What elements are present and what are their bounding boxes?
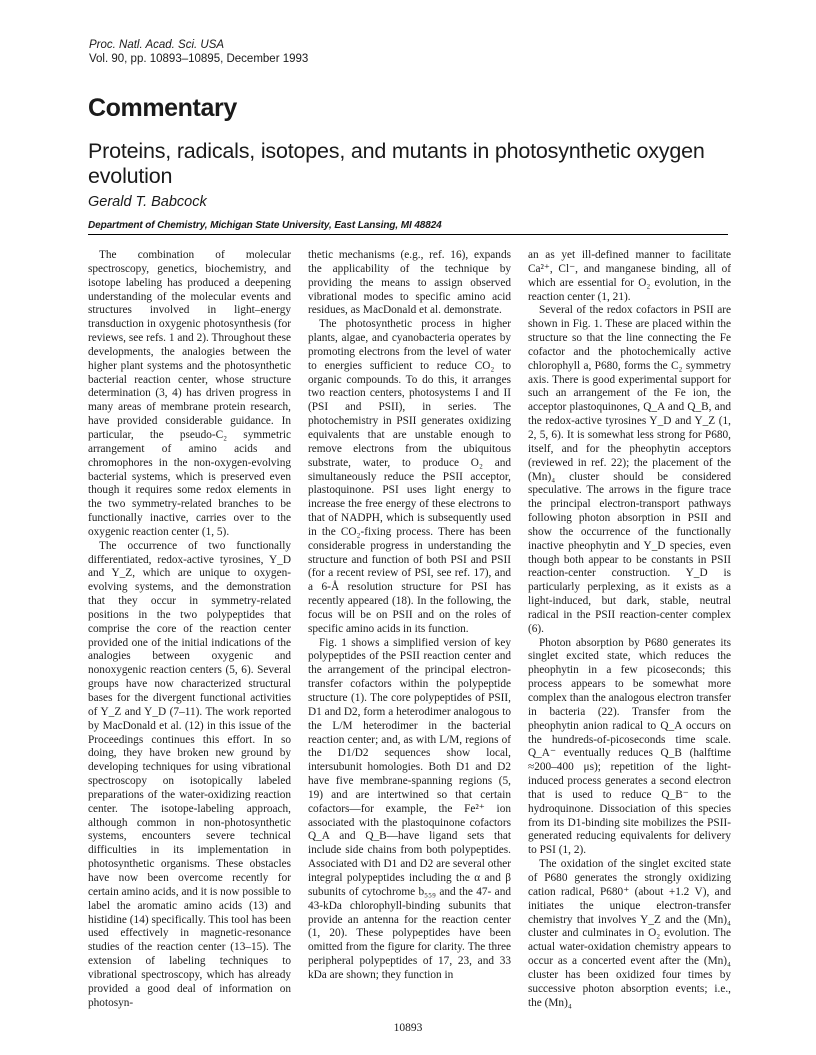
paragraph: The photosynthetic process in higher plants, algae, and cyanobacteria operates by promoting electrons from the level of water to energies sufficient to reduce CO₂ to organic compounds. To do this, it arranges two reaction centers, photosystems I and II (PSI and PSII), in series. The photochemistry in PSII generates oxidizing equivalents that are unstable enough to remove electrons from the ubiquitous substrate, water, to produce O₂ and simultaneously reduce the PSII acceptor, plastoquinone. PSI uses light energy to increase the free energy of these electrons to that of NADPH, which is subsequently used in the CO₂-fixing process. There has been considerable progress in understanding the structure and function of both PSI and PSII (for a recent review of PSI, see ref. 17), and a 6-Å resolution structure for PSI has recently appeared (18). In the following, the focus will be on PSII and on the roles of specific amino acids in its function. — [308, 318, 511, 635]
text-column-2 — [308, 249, 511, 1014]
volume-line: Vol. 90, pp. 10893–10895, December 1993 — [89, 53, 309, 65]
header-rule — [88, 234, 728, 235]
article-title: Proteins, radicals, isotopes, and mutants in photosynthetic oxygen evolution — [88, 139, 705, 188]
paragraph: Fig. 1 shows a simplified version of key polypeptides of the PSII reaction center and the arrangement of the principal electron-transfer cofactors within the polypeptide structure (1). The core polypeptides of PSII, D1 and D2, form a heterodimer analogous to the L/M heterodimer in the bacterial reaction center; and, as with L/M, regions of the D1/D2 sequences show local, intersubunit homologies. Both D1 and D2 have five membrane-spanning regions (5, 19) and are intertwined so that certain cofactors—for example, the Fe²⁺ ion associated with the plastoquinone cofactors Q_A and Q_B—have ligand sets that include side chains from both polypeptides. Associated with D1 and D2 are several other integral polypeptides including the α and β subunits of cytochrome b₅₅₉ and the 47- and 43-kDa chlorophyll-binding subunits that provide an antenna for the reaction center (1, 20). These polypeptides have been omitted from the figure for clarity. The three peripheral polypeptides of 17, 23, and 33 kDa are shown; they function in — [308, 636, 511, 981]
text-column-1 — [88, 249, 291, 1014]
paragraph: Several of the redox cofactors in PSII are shown in Fig. 1. These are placed within the structure so that the line connecting the Fe cofactor and the photochemically active chlorophyll a, P680, forms the C₂ symmetry axis. There is good experimental support for such an arrangement of the Fe ion, the acceptor plastoquinones, Q_A and Q_B, and the redox-active tyrosines Y_D and Y_Z (1, 2, 5, 6). It is somewhat less strong for P680, itself, and for the pheophytin acceptors (reviewed in ref. 22); the placement of the (Mn)₄ cluster should be considered speculative. The arrows in the figure trace the principal electron-transport pathways following photon absorption in PSII and show the occurrence of the functionally inactive pheophytin and Y_D species, even though both appear to be constants in PSII reaction-center construction. Y_D is particularly perplexing, as it exists as a light-induced, but dark, stable, neutral radical in the PSII reaction-center complex (6). — [528, 304, 731, 635]
paragraph: thetic mechanisms (e.g., ref. 16), expands the applicability of the technique by providing the means to assign observed vibrational modes to specific amino acid residues, as MacDonald et al. demonstrate. — [308, 249, 511, 317]
journal-header — [89, 38, 308, 66]
page-number: 10893 — [393, 1022, 423, 1034]
paragraph: The oxidation of the singlet excited state of P680 generates the strongly oxidizing cation radical, P680⁺ (about +1.2 V), and initiates the unique electron-transfer chemistry that involves Y_Z and the (Mn)₄ cluster and culminates in O₂ evolution. The actual water-oxidation chemistry appears to occur as a concerted event after the (Mn)₄ cluster has been oxidized four times by successive photon absorption events; i.e., the (Mn)₄ — [528, 858, 731, 1009]
text-column-3 — [528, 249, 731, 1014]
author-name: Gerald T. Babcock — [88, 194, 207, 210]
paragraph: The combination of molecular spectroscopy, genetics, biochemistry, and isotope labeling has produced a deepening understanding of the molecular events and structures involved in light–energy transduction in oxygenic photosynthesis (for reviews, see refs. 1 and 2). Throughout these developments, the analogies between the higher plant systems and the photosynthetic bacterial reaction center, whose structure determination (3, 4) has driven progress in many areas of membrane protein research, have provided considerable guidance. In particular, the pseudo-C₂ symmetric arrangement of amino acids and chromophores in the non-oxygen-evolving bacterial systems, which is preserved even though it requires some redox elements in the two symmetry-related branches to be functionally inactive, carries over to the oxygenic reaction center (1, 5). — [88, 249, 291, 538]
paragraph: Photon absorption by P680 generates its singlet excited state, which reduces the pheophytin in a few picoseconds; this process appears to be somewhat more complex than the analogous electron transfer in bacteria (22). Transfer from the pheophytin anion radical to Q_A occurs on the hundreds-of-picoseconds time scale. Q_A⁻ eventually reduces Q_B (halftime ≈200–400 μs); repetition of the light-induced process generates a second electron that is used to reduce Q_B⁻ to the hydroquinone. Dissociation of this species from its D1-binding site mobilizes the PSII-generated reducing equivalents for delivery to PSI (1, 2). — [528, 636, 731, 857]
paragraph: The occurrence of two functionally differentiated, redox-active tyrosines, Y_D and Y_Z, which are unique to oxygen-evolving systems, and the demonstration that they occur in symmetry-related positions in the two polypeptides that comprise the core of the reaction center provided one of the initial indications of the analogies between oxygenic and nonoxygenic reaction centers (5, 6). Several groups have now characterized structural bases for the divergent functional activities of Y_Z and Y_D (7–11). The work reported by MacDonald et al. (12) in this issue of the Proceedings continues this effort. In so doing, they have broken new ground by developing techniques for using vibrational spectroscopy on isotopically labeled preparations of the water-oxidizing reaction center. The isotope-labeling approach, although common in non-photosynthetic systems, encounters severe technical difficulties in its implementation in photosynthetic organisms. These obstacles have now been overcome recently for certain amino acids, and it is now possible to label the aromatic amino acids (13) and histidine (14) specifically. This tool has been used effectively in magnetic-resonance studies of the reaction center (13–15). The extension of labeling techniques to vibrational spectroscopy, which has already provided a good deal of information on photosyn- — [88, 539, 291, 1009]
author-affiliation: Department of Chemistry, Michigan State University, East Lansing, MI 48824 — [88, 220, 442, 231]
section-heading: Commentary — [88, 94, 237, 122]
paragraph: an as yet ill-defined manner to facilitate Ca²⁺, Cl⁻, and manganese binding, all of which are essential for O₂ evolution, in the reaction center (1, 21). — [528, 249, 731, 303]
journal-name: Proc. Natl. Acad. Sci. USA — [89, 39, 225, 51]
